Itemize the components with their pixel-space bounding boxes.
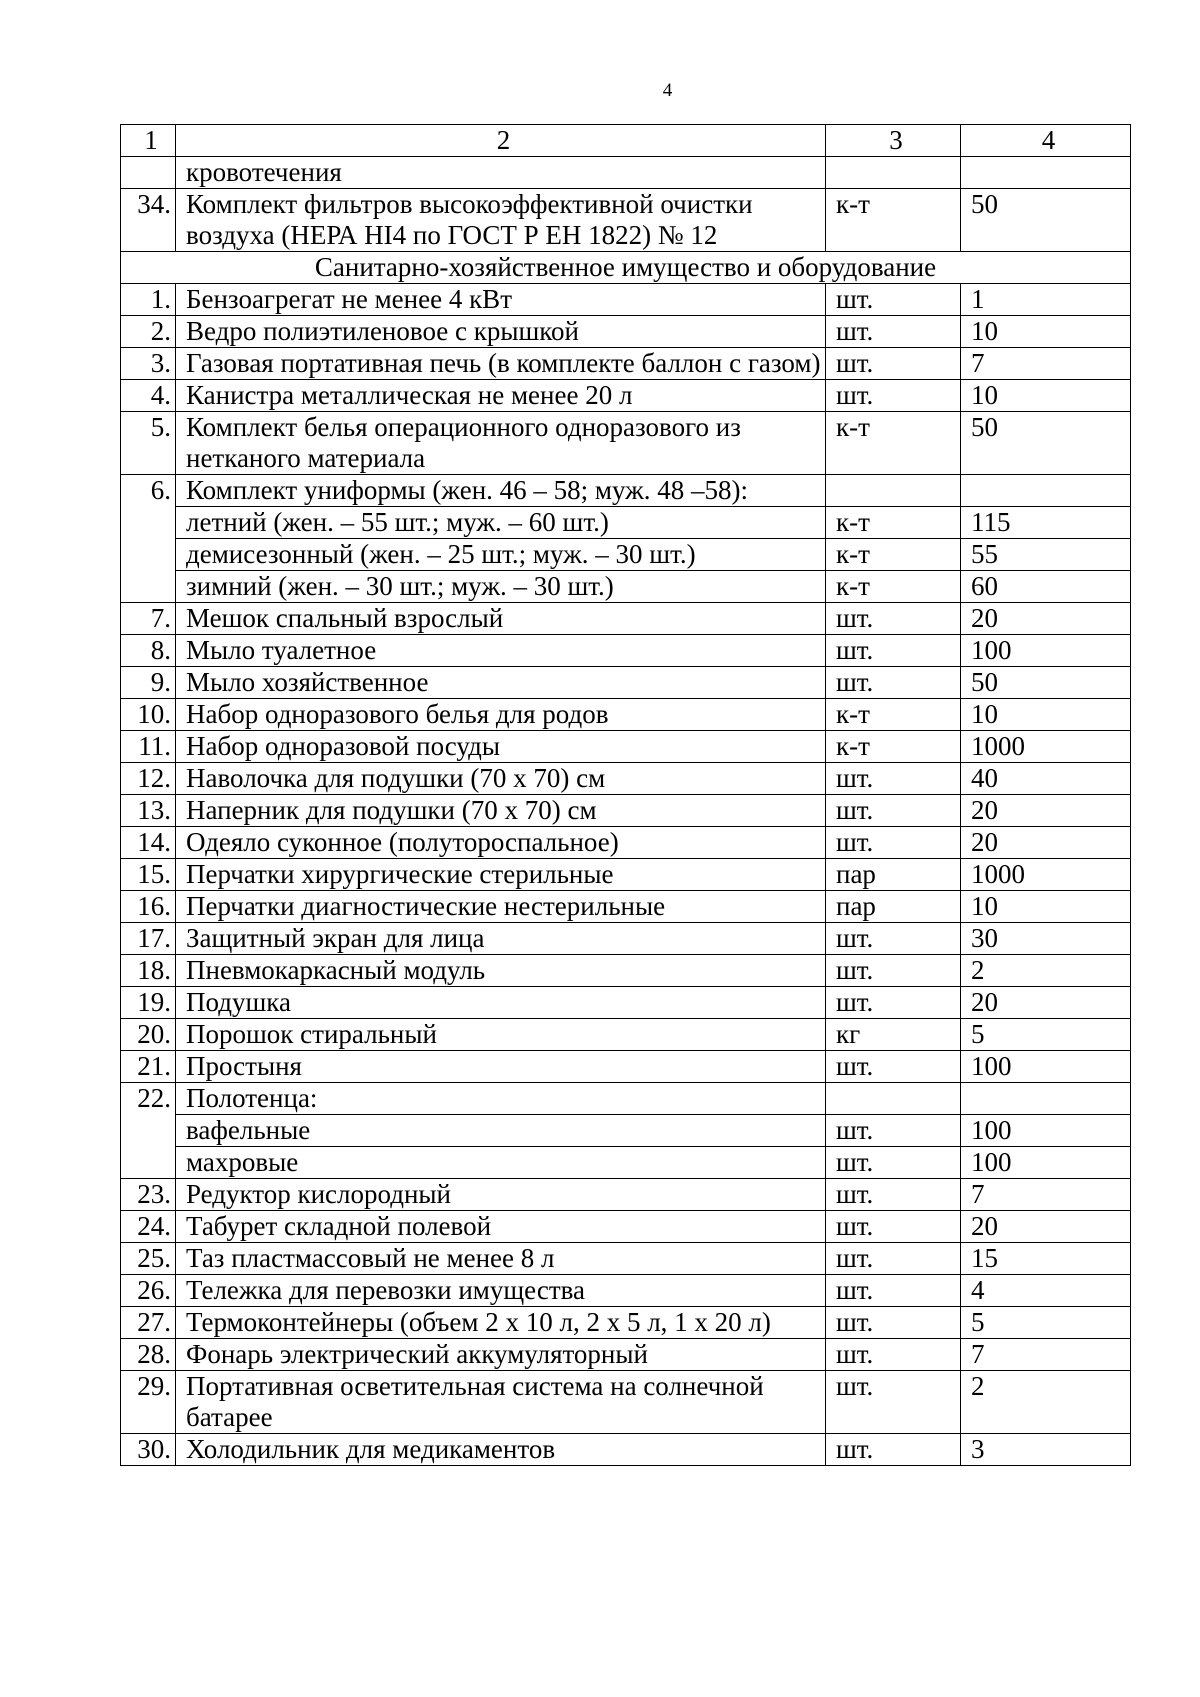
- item-unit: шт.: [826, 795, 961, 827]
- table-row: [121, 635, 1131, 667]
- item-quantity: 7: [961, 348, 1131, 380]
- item-name: Мыло туалетное: [176, 635, 826, 667]
- item-unit: шт.: [826, 635, 961, 667]
- subitem-name: зимний (жен. – 30 шт.; муж. – 30 шт.): [176, 571, 826, 603]
- table-row: [121, 1434, 1131, 1466]
- item-unit: шт.: [826, 348, 961, 380]
- item-name: Канистра металлическая не менее 20 л: [176, 380, 826, 412]
- item-quantity: [961, 157, 1131, 189]
- row-number: 5.: [121, 412, 176, 475]
- item-unit: шт.: [826, 603, 961, 635]
- item-quantity: 100: [961, 635, 1131, 667]
- item-quantity: 30: [961, 923, 1131, 955]
- row-number: 1.: [121, 284, 176, 316]
- item-name: Простыня: [176, 1051, 826, 1083]
- item-quantity: 3: [961, 1434, 1131, 1466]
- table-row: [121, 1083, 1131, 1115]
- row-number: 2.: [121, 316, 176, 348]
- column-header: 4: [961, 125, 1131, 157]
- item-unit: шт.: [826, 1179, 961, 1211]
- item-unit: шт.: [826, 923, 961, 955]
- row-number: 14.: [121, 827, 176, 859]
- item-unit: шт.: [826, 380, 961, 412]
- table-row: [121, 731, 1131, 763]
- item-unit: шт.: [826, 1211, 961, 1243]
- item-name: Табурет складной полевой: [176, 1211, 826, 1243]
- row-number: 25.: [121, 1243, 176, 1275]
- item-unit: к-т: [826, 189, 961, 252]
- table-row: [121, 1019, 1131, 1051]
- row-number: 17.: [121, 923, 176, 955]
- row-number: 16.: [121, 891, 176, 923]
- subitem-name: летний (жен. – 55 шт.; муж. – 60 шт.): [176, 507, 826, 539]
- row-number: 34.: [121, 189, 176, 252]
- item-name: Порошок стиральный: [176, 1019, 826, 1051]
- table-row: [121, 284, 1131, 316]
- item-quantity: 10: [961, 380, 1131, 412]
- item-unit: шт.: [826, 827, 961, 859]
- table-row: [121, 348, 1131, 380]
- column-header: 3: [826, 125, 961, 157]
- item-quantity: 10: [961, 891, 1131, 923]
- item-quantity: 5: [961, 1019, 1131, 1051]
- table-subrow: [121, 571, 1131, 603]
- table-row: [121, 1179, 1131, 1211]
- table-row: [121, 955, 1131, 987]
- table-subrow: [121, 507, 1131, 539]
- item-unit: кг: [826, 1019, 961, 1051]
- item-unit: шт.: [826, 763, 961, 795]
- row-number: 4.: [121, 380, 176, 412]
- row-number: 24.: [121, 1211, 176, 1243]
- item-name: Мыло хозяйственное: [176, 667, 826, 699]
- item-unit: шт.: [826, 987, 961, 1019]
- item-unit: шт.: [826, 1339, 961, 1371]
- subitem-unit: к-т: [826, 507, 961, 539]
- row-number: 21.: [121, 1051, 176, 1083]
- item-quantity: 100: [961, 1051, 1131, 1083]
- item-quantity: 50: [961, 412, 1131, 475]
- table-row: [121, 603, 1131, 635]
- item-unit: шт.: [826, 1307, 961, 1339]
- item-name: кровотечения: [176, 157, 826, 189]
- column-header: 2: [176, 125, 826, 157]
- table-row: [121, 1243, 1131, 1275]
- table-subrow: [121, 539, 1131, 571]
- subitem-quantity: 115: [961, 507, 1131, 539]
- item-quantity: [961, 1083, 1131, 1115]
- item-name: Редуктор кислородный: [176, 1179, 826, 1211]
- item-unit: [826, 157, 961, 189]
- table-row: [121, 699, 1131, 731]
- item-name: Термоконтейнеры (объем 2 х 10 л, 2 х 5 л, 1 х 20 л): [176, 1307, 826, 1339]
- row-number: 29.: [121, 1371, 176, 1434]
- table-row: [121, 1307, 1131, 1339]
- table-row: [121, 859, 1131, 891]
- row-number: [121, 157, 176, 189]
- item-name: Полотенца:: [176, 1083, 826, 1115]
- item-unit: шт.: [826, 955, 961, 987]
- row-number: 19.: [121, 987, 176, 1019]
- item-quantity: 20: [961, 795, 1131, 827]
- row-number: 15.: [121, 859, 176, 891]
- item-quantity: 4: [961, 1275, 1131, 1307]
- row-number: 18.: [121, 955, 176, 987]
- item-name: Набор одноразового белья для родов: [176, 699, 826, 731]
- item-unit: шт.: [826, 1243, 961, 1275]
- table-row: [121, 316, 1131, 348]
- subitem-quantity: 60: [961, 571, 1131, 603]
- column-header: 1: [121, 125, 176, 157]
- item-unit: шт.: [826, 1371, 961, 1434]
- item-name: Бензоагрегат не менее 4 кВт: [176, 284, 826, 316]
- subitem-unit: шт.: [826, 1147, 961, 1179]
- subitem-name: махровые: [176, 1147, 826, 1179]
- table-row: [121, 987, 1131, 1019]
- item-name: Одеяло суконное (полутороспальное): [176, 827, 826, 859]
- item-name: Защитный экран для лица: [176, 923, 826, 955]
- table-row: [121, 763, 1131, 795]
- table-row: [121, 1339, 1131, 1371]
- row-number: 12.: [121, 763, 176, 795]
- row-number: 28.: [121, 1339, 176, 1371]
- item-unit: пар: [826, 891, 961, 923]
- item-name: Пневмокаркасный модуль: [176, 955, 826, 987]
- subitem-unit: к-т: [826, 539, 961, 571]
- row-number: 30.: [121, 1434, 176, 1466]
- row-number: 10.: [121, 699, 176, 731]
- item-unit: шт.: [826, 1434, 961, 1466]
- subitem-unit: к-т: [826, 571, 961, 603]
- subitem-quantity: 55: [961, 539, 1131, 571]
- row-number: 23.: [121, 1179, 176, 1211]
- item-unit: шт.: [826, 1275, 961, 1307]
- item-quantity: 1: [961, 284, 1131, 316]
- table-header-row: [121, 125, 1131, 157]
- item-quantity: 40: [961, 763, 1131, 795]
- item-quantity: 2: [961, 955, 1131, 987]
- item-name: Мешок спальный взрослый: [176, 603, 826, 635]
- item-name: Комплект униформы (жен. 46 – 58; муж. 48 –58):: [176, 475, 826, 507]
- row-number: 27.: [121, 1307, 176, 1339]
- item-unit: [826, 475, 961, 507]
- item-unit: к-т: [826, 699, 961, 731]
- subitem-quantity: 100: [961, 1147, 1131, 1179]
- row-number: 3.: [121, 348, 176, 380]
- item-quantity: [961, 475, 1131, 507]
- item-name: Наволочка для подушки (70 х 70) см: [176, 763, 826, 795]
- row-number: 13.: [121, 795, 176, 827]
- subitem-quantity: 100: [961, 1115, 1131, 1147]
- item-quantity: 20: [961, 827, 1131, 859]
- item-unit: шт.: [826, 667, 961, 699]
- row-number: 6.: [121, 475, 176, 603]
- item-name: Фонарь электрический аккумуляторный: [176, 1339, 826, 1371]
- item-name: Таз пластмассовый не менее 8 л: [176, 1243, 826, 1275]
- subitem-unit: шт.: [826, 1115, 961, 1147]
- item-unit: шт.: [826, 316, 961, 348]
- item-unit: шт.: [826, 1051, 961, 1083]
- row-number: 8.: [121, 635, 176, 667]
- item-unit: шт.: [826, 284, 961, 316]
- item-unit: к-т: [826, 731, 961, 763]
- item-quantity: 50: [961, 667, 1131, 699]
- item-quantity: 5: [961, 1307, 1131, 1339]
- table-row: [121, 157, 1131, 189]
- item-name: Комплект фильтров высокоэффективной очистки воздуха (НЕРА НІ4 по ГОСТ Р ЕН 1822) № 12: [176, 189, 826, 252]
- table-row: [121, 1211, 1131, 1243]
- item-quantity: 10: [961, 699, 1131, 731]
- item-name: Холодильник для медикаментов: [176, 1434, 826, 1466]
- item-unit: [826, 1083, 961, 1115]
- item-quantity: 7: [961, 1179, 1131, 1211]
- item-quantity: 20: [961, 1211, 1131, 1243]
- table-row: [121, 827, 1131, 859]
- item-name: Газовая портативная печь (в комплекте баллон с газом): [176, 348, 826, 380]
- page-number: 4: [662, 80, 673, 101]
- item-quantity: 20: [961, 987, 1131, 1019]
- table-row: [121, 795, 1131, 827]
- item-quantity: 2: [961, 1371, 1131, 1434]
- item-name: Подушка: [176, 987, 826, 1019]
- item-name: Перчатки диагностические нестерильные: [176, 891, 826, 923]
- item-quantity: 10: [961, 316, 1131, 348]
- row-number: 26.: [121, 1275, 176, 1307]
- item-quantity: 20: [961, 603, 1131, 635]
- table-row: [121, 412, 1131, 475]
- item-name: Тележка для перевозки имущества: [176, 1275, 826, 1307]
- table-row: [121, 891, 1131, 923]
- table-row: [121, 475, 1131, 507]
- item-quantity: 1000: [961, 859, 1131, 891]
- item-name: Комплект белья операционного одноразового из нетканого материала: [176, 412, 826, 475]
- table-row: [121, 667, 1131, 699]
- item-name: Портативная осветительная система на солнечной батарее: [176, 1371, 826, 1434]
- subitem-name: вафельные: [176, 1115, 826, 1147]
- subitem-name: демисезонный (жен. – 25 шт.; муж. – 30 шт.): [176, 539, 826, 571]
- table-subrow: [121, 1115, 1131, 1147]
- row-number: 22.: [121, 1083, 176, 1179]
- section-title: Санитарно-хозяйственное имущество и оборудование: [121, 252, 1131, 284]
- row-number: 9.: [121, 667, 176, 699]
- item-name: Ведро полиэтиленовое с крышкой: [176, 316, 826, 348]
- table-row: [121, 1051, 1131, 1083]
- item-name: Перчатки хирургические стерильные: [176, 859, 826, 891]
- row-number: 11.: [121, 731, 176, 763]
- table-row: [121, 380, 1131, 412]
- row-number: 20.: [121, 1019, 176, 1051]
- item-unit: к-т: [826, 412, 961, 475]
- item-name: Наперник для подушки (70 х 70) см: [176, 795, 826, 827]
- item-quantity: 7: [961, 1339, 1131, 1371]
- item-quantity: 50: [961, 189, 1131, 252]
- table-row: [121, 923, 1131, 955]
- table-row: [121, 1275, 1131, 1307]
- item-quantity: 15: [961, 1243, 1131, 1275]
- row-number: 7.: [121, 603, 176, 635]
- item-name: Набор одноразовой посуды: [176, 731, 826, 763]
- section-row: [121, 252, 1131, 284]
- table-row: [121, 189, 1131, 252]
- item-quantity: 1000: [961, 731, 1131, 763]
- table-subrow: [121, 1147, 1131, 1179]
- inventory-table: [120, 124, 1131, 1466]
- table-row: [121, 1371, 1131, 1434]
- item-unit: пар: [826, 859, 961, 891]
